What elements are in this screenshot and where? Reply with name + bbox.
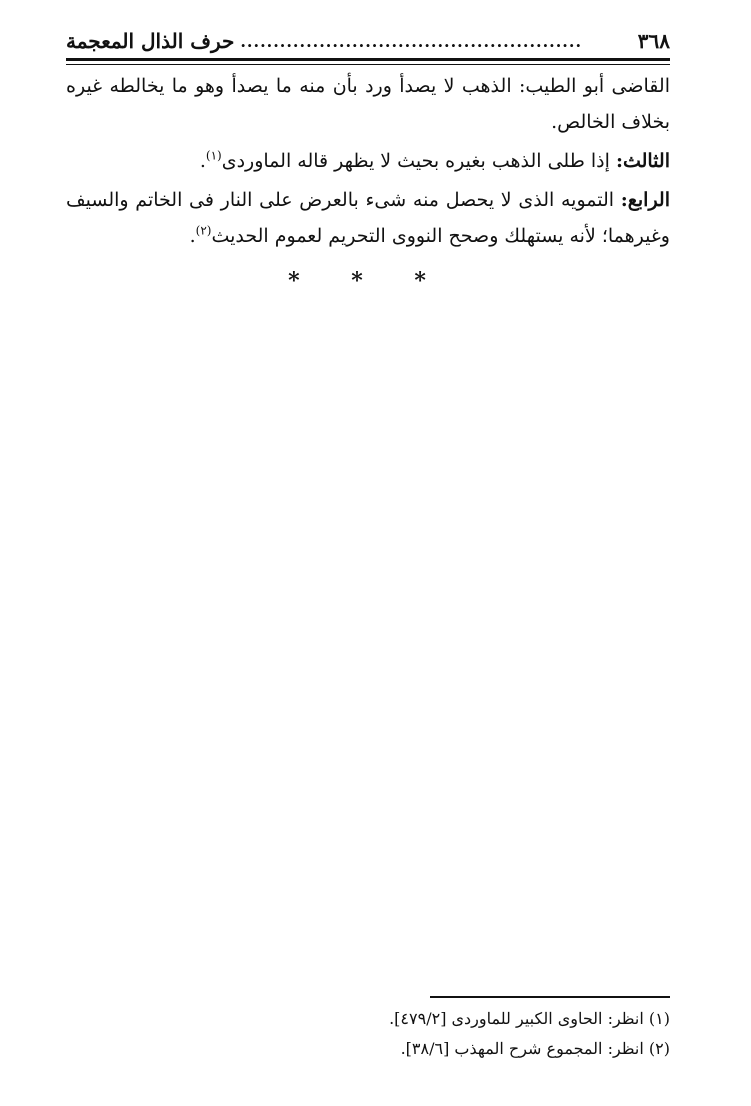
paragraph-3-lead: الرابع:: [620, 189, 670, 211]
page-number: ٣٦٨: [637, 29, 670, 53]
paragraph-2: [66, 143, 670, 179]
paragraph-3-end: .: [189, 225, 196, 247]
footnote-rule: [430, 996, 670, 998]
paragraph-1-text: القاضى أبو الطيب: الذهب لا يصدأ ورد بأن منه ما يصدأ وهو ما يخالطه غيره بخلاف الخالص.: [66, 75, 670, 133]
paragraph-1: [66, 68, 670, 140]
footnote-ref-2[interactable]: (٢): [195, 223, 212, 238]
chapter-title: حرف الذال المعجمة: [66, 29, 235, 53]
header-rule-thin: [66, 64, 670, 65]
footnote-1: (١) انظر: الحاوى الكبير للماوردى [٤٧٩/٢].: [389, 1009, 670, 1028]
paragraph-3-text: التمويه الذى لا يحصل منه شىء بالعرض على النار فى الخاتم والسيف وغيرهما؛ لأنه يستهلك وصحح النووى التحريم لعموم الحديث: [66, 189, 670, 247]
footnote-ref-1[interactable]: (١): [205, 148, 222, 163]
header-rule-thick: [66, 58, 670, 61]
paragraph-2-lead: الثالث:: [615, 150, 670, 172]
footnote-2: (٢) انظر: المجموع شرح المهذب [٣٨/٦].: [400, 1039, 670, 1058]
paragraph-3: [66, 182, 670, 254]
main-text: [66, 68, 670, 254]
footnotes: [66, 1004, 670, 1064]
header-leader-dots: ....................................................: [240, 31, 583, 51]
paragraph-2-end: .: [199, 150, 206, 172]
paragraph-2-text: إذا طلى الذهب بغيره بحيث لا يظهر قاله الماوردى: [221, 150, 616, 172]
section-separator: * * *: [288, 268, 448, 294]
running-header: [66, 26, 670, 56]
